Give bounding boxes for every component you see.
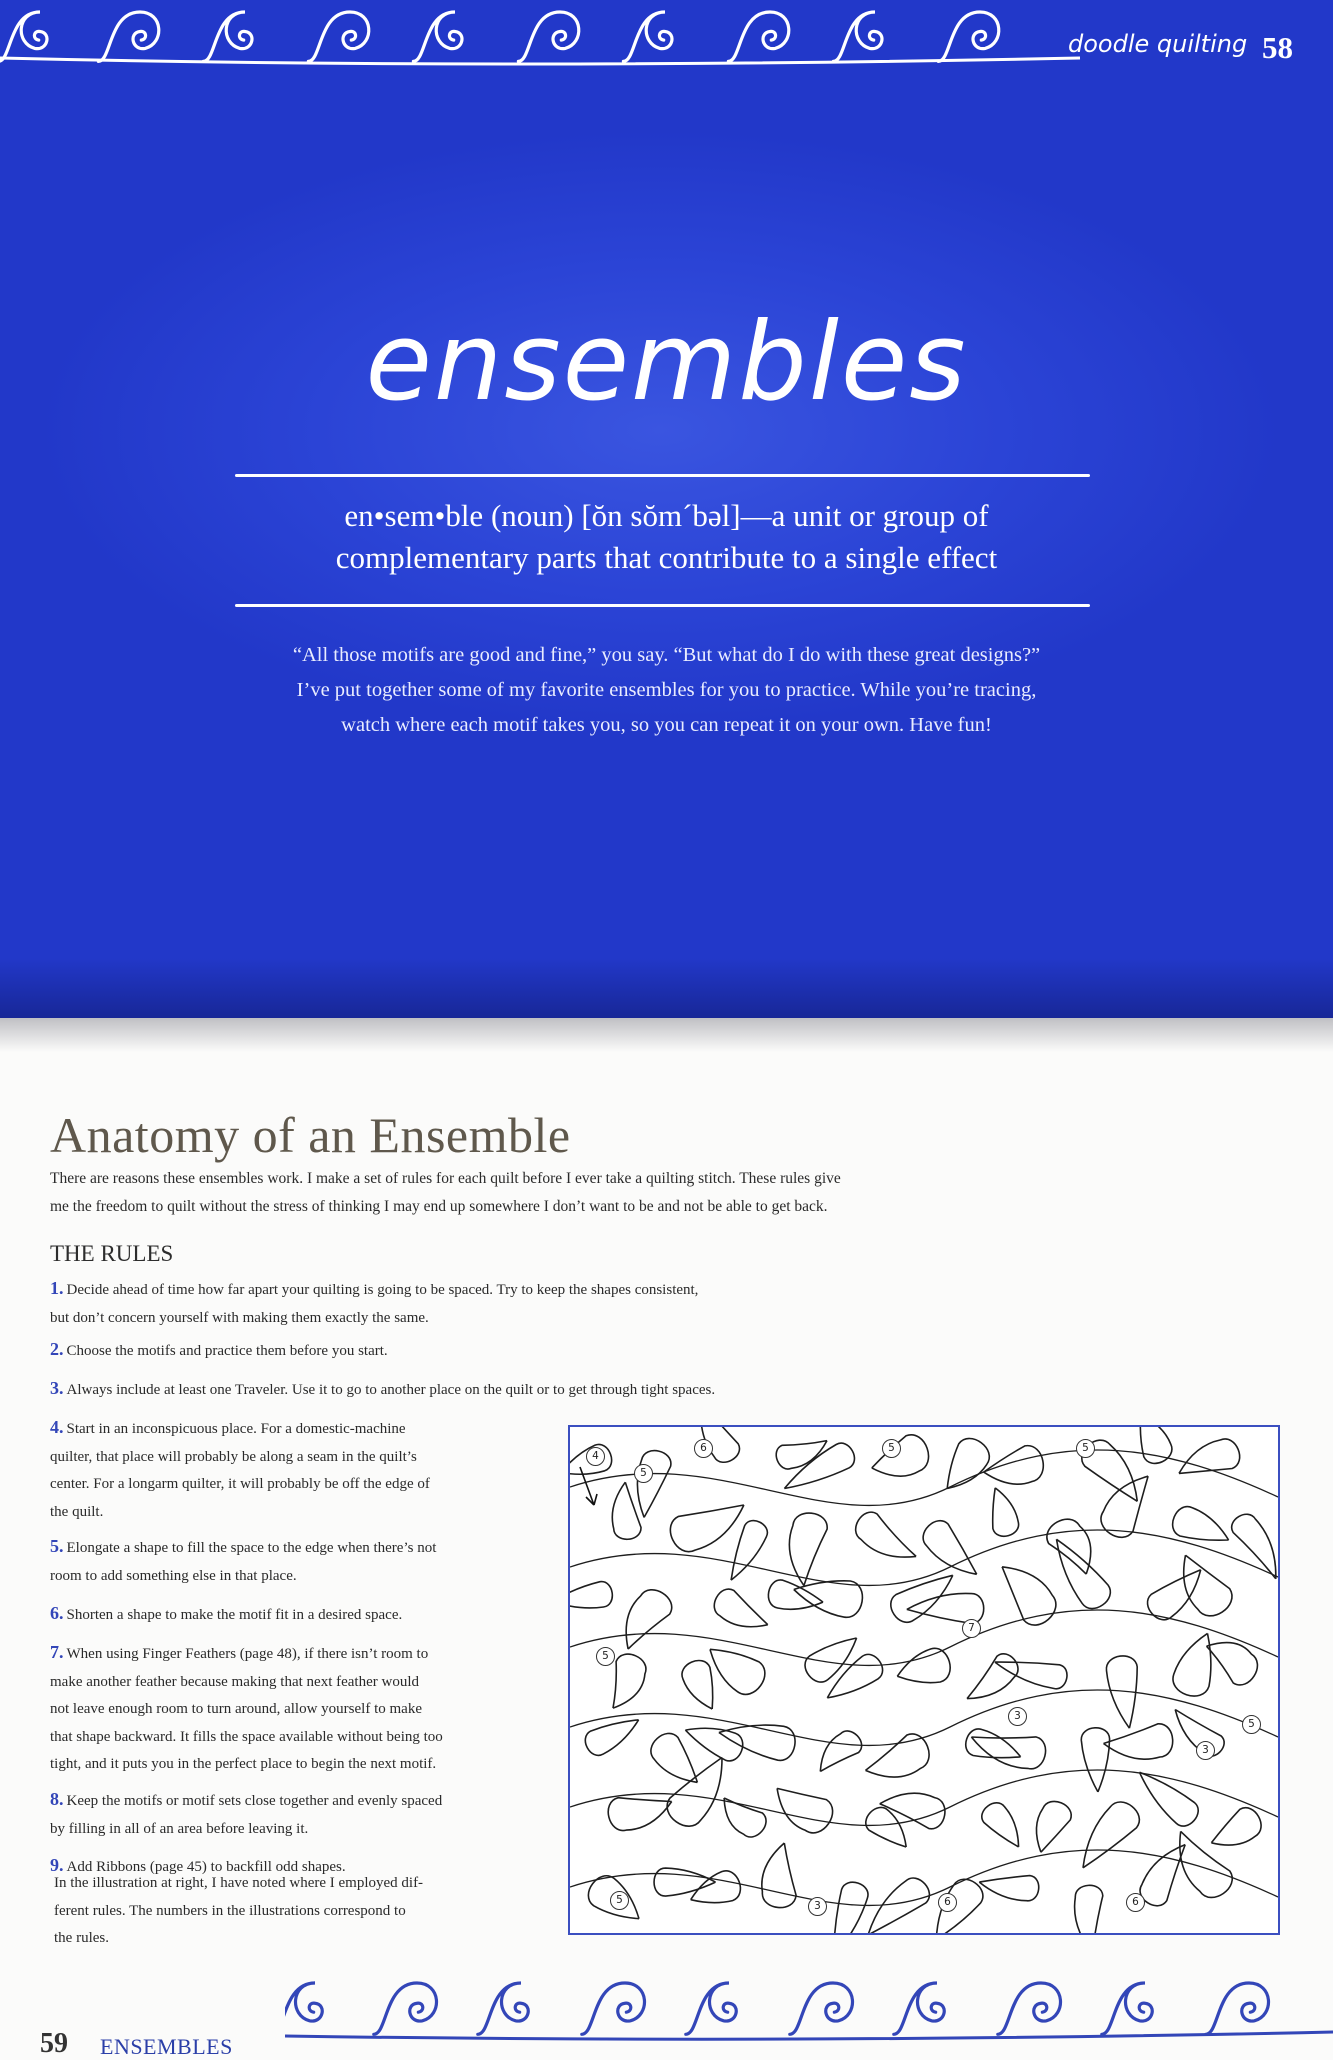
closing-line-3: the rules. — [54, 1930, 109, 1946]
rule-text: Add Ribbons (page 45) to backfill odd shapes. — [66, 1859, 346, 1875]
rule-6 — [50, 1600, 402, 1630]
feather-shape — [1147, 1570, 1200, 1620]
rule-5 — [50, 1533, 436, 1590]
feather-shape — [872, 1435, 929, 1476]
feather-shape — [777, 1788, 833, 1832]
footer-section: ENSEMBLES — [100, 2034, 233, 2059]
feather-shape — [1211, 1808, 1261, 1845]
feather-shape — [993, 1488, 1019, 1536]
swirl-ornament — [518, 12, 578, 61]
swirl-ornament — [285, 1983, 322, 2034]
feather-shape — [1180, 1831, 1232, 1897]
swirl-ornament — [374, 1983, 437, 2034]
rule-callout: 5 — [610, 1891, 629, 1910]
feather-shape — [1173, 1633, 1211, 1696]
rule-text: center. For a longarm quilter, it will probably be off the edge of — [50, 1476, 430, 1492]
rule-callout: 3 — [808, 1897, 827, 1916]
rule-line — [50, 1414, 430, 1444]
rule-number: 7. — [50, 1642, 64, 1662]
feather-shape — [719, 1725, 795, 1760]
feather-shape — [897, 1648, 950, 1682]
ensemble-illustration — [568, 1425, 1280, 1935]
rule-line — [50, 1600, 402, 1630]
feather-shape — [1179, 1439, 1240, 1473]
ribbon-line — [570, 1450, 1278, 1505]
feather-shape — [667, 1758, 722, 1827]
swirl-ornament — [1206, 1983, 1269, 2034]
feather-shape — [982, 1803, 1019, 1847]
fold-shadow — [0, 1018, 1333, 1052]
feather-shape — [651, 1733, 697, 1782]
header-page-number: 58 — [1262, 30, 1293, 65]
rule-4 — [50, 1414, 430, 1526]
intro-line-1: “All those motifs are good and fine,” you say. “But what do I do with these great designs?” — [292, 644, 1041, 666]
rule-line — [50, 1696, 443, 1724]
feather-shape — [626, 1590, 672, 1649]
ribbon-line — [570, 1850, 1278, 1905]
swirl-ornament — [998, 1983, 1061, 2034]
feather-shape — [710, 1649, 765, 1694]
feather-shape — [724, 1798, 766, 1837]
header-tag: doodle quilting — [1068, 30, 1248, 58]
feather-shape — [585, 1720, 638, 1756]
feather-shape — [789, 1513, 827, 1586]
section-title: Anatomy of an Ensemble — [50, 1107, 571, 1163]
feather-shape — [762, 1843, 796, 1908]
swirl-ornament — [582, 1983, 645, 2034]
feather-shape — [714, 1589, 768, 1627]
rule-text: Shorten a shape to make the motif fit in a desired space. — [66, 1607, 403, 1623]
feather-shape — [794, 1581, 863, 1617]
rule-line — [50, 1275, 698, 1305]
feather-shape — [827, 1654, 882, 1698]
definition-line-1: en•sem•ble (noun) [ŏn sŏm´bəl]—a unit or group of — [344, 498, 989, 533]
rule-callout: 5 — [634, 1464, 653, 1483]
feather-shape — [1184, 1555, 1232, 1616]
feather-shape — [995, 1662, 1067, 1689]
rule-text: When using Finger Feathers (page 48), if there isn’t room to — [66, 1646, 429, 1662]
rule-text: that shape backward. It fills the space available without being too — [50, 1728, 443, 1745]
feather-shape — [966, 1729, 1021, 1758]
ribbon-line — [570, 1530, 1278, 1585]
feather-shape — [1101, 1476, 1148, 1537]
rule-text: Choose the motifs and practice them before you start. — [66, 1343, 388, 1359]
feather-shape — [731, 1521, 767, 1581]
rule-callout: 3 — [1008, 1707, 1027, 1726]
rule-number: 9. — [50, 1855, 64, 1875]
feather-shape — [979, 1876, 1038, 1901]
divider-bottom — [235, 604, 1090, 607]
feather-shape — [1173, 1507, 1229, 1541]
feather-shape — [691, 1871, 741, 1903]
rule-line — [50, 1305, 698, 1333]
rule-line — [50, 1669, 443, 1697]
border-line — [0, 58, 1080, 64]
feather-shape — [1232, 1514, 1276, 1579]
closing-line-1: In the illustration at right, I have noted where I employed dif- — [54, 1875, 424, 1891]
rule-line — [50, 1471, 430, 1499]
rule-3 — [50, 1375, 715, 1405]
feather-shape — [637, 1451, 670, 1518]
section-intro-line-1: There are reasons these ensembles work. I make a set of rules for each quilt before I ever take a quilting stitch. These rules give — [50, 1170, 841, 1187]
rule-callout: 5 — [1242, 1715, 1261, 1734]
feather-shape — [570, 1582, 612, 1608]
rule-callout: 6 — [1126, 1893, 1145, 1912]
rule-7 — [50, 1639, 443, 1779]
rule-number: 4. — [50, 1417, 64, 1437]
rule-number: 3. — [50, 1378, 64, 1398]
swirl-ornament — [478, 1983, 528, 2034]
feather-shape — [1104, 1724, 1173, 1759]
feather-shape — [984, 1446, 1044, 1485]
footer-page-number: 59 — [40, 2028, 68, 2059]
rule-8 — [50, 1786, 442, 1843]
rule-text: Elongate a shape to fill the space to the edge when there’s not — [66, 1540, 437, 1556]
rule-callout: 5 — [882, 1439, 901, 1458]
ribbon-line — [570, 1770, 1278, 1825]
feather-drawing — [570, 1427, 1278, 1933]
swirl-ornament — [686, 1983, 736, 2034]
swirl-border-bottom — [285, 1960, 1333, 2048]
closing-note — [54, 1870, 524, 1953]
definition — [0, 495, 1333, 579]
rules-heading: THE RULES — [50, 1241, 174, 1266]
swirl-ornament — [894, 1983, 944, 2034]
rule-number: 1. — [50, 1278, 64, 1298]
top-page — [0, 0, 1333, 1018]
swirl-ornament — [790, 1983, 853, 2034]
rule-number: 6. — [50, 1603, 64, 1623]
rule-callout: 7 — [962, 1619, 981, 1638]
rule-line — [50, 1336, 388, 1366]
rule-2 — [50, 1336, 388, 1366]
rule-line — [50, 1563, 436, 1591]
feather-shape — [613, 1654, 646, 1708]
feather-shape — [1057, 1539, 1111, 1608]
feather-shape — [1002, 1567, 1056, 1625]
rule-number: 2. — [50, 1339, 64, 1359]
divider-top — [235, 474, 1090, 477]
swirl-ornament — [0, 12, 47, 61]
feather-shape — [1207, 1643, 1258, 1685]
swirl-ornament — [1102, 1983, 1152, 2034]
feather-shape — [1036, 1801, 1071, 1852]
rule-text: quilter, that place will probably be along a seam in the quilt’s — [50, 1448, 417, 1465]
rule-text: by filling in all of an area before leaving it. — [50, 1820, 309, 1837]
feather-shape — [1083, 1802, 1139, 1868]
rule-number: 5. — [50, 1536, 64, 1556]
section-intro — [50, 1165, 1010, 1221]
swirl-ornament — [833, 12, 882, 61]
feather-shape — [947, 1438, 989, 1488]
feather-shape — [834, 1882, 868, 1933]
rule-line — [50, 1375, 715, 1405]
feather-shape — [820, 1731, 861, 1771]
rule-text: but don’t concern yourself with making them exactly the same. — [50, 1309, 429, 1326]
rule-line — [50, 1639, 443, 1669]
rule-callout: 6 — [694, 1439, 713, 1458]
swirl-ornament — [938, 12, 998, 61]
definition-line-2: complementary parts that contribute to a single effect — [335, 540, 998, 575]
rule-text: Start in an inconspicuous place. For a domestic-machine — [66, 1421, 406, 1437]
section-intro-line-2: me the freedom to quilt without the stress of thinking I may end up somewhere I don’t want to be and not be able to get back. — [50, 1198, 828, 1215]
feather-shape — [971, 1737, 1045, 1769]
swirl-ornament — [728, 12, 788, 61]
feather-shape — [856, 1512, 916, 1557]
rule-text: Decide ahead of time how far apart your quilting is going to be spaced. Try to keep the shapes consistent, — [66, 1282, 699, 1298]
closing-line-2: ferent rules. The numbers in the illustrations correspond to — [54, 1902, 406, 1919]
swirl-ornament — [623, 12, 672, 61]
rule-number: 8. — [50, 1789, 64, 1809]
feather-shape — [1047, 1519, 1091, 1574]
feather-shape — [866, 1734, 930, 1777]
rule-line — [50, 1533, 436, 1563]
rule-text: tight, and it puts you in the perfect place to begin the next motif. — [50, 1756, 437, 1772]
intro-line-3: watch where each motif takes you, so you can repeat it on your own. Have fun! — [341, 714, 992, 736]
page-fold-shadow — [0, 958, 1333, 1018]
rule-text: the quilt. — [50, 1503, 104, 1520]
rule-text: not leave enough room to turn around, allow yourself to make — [50, 1701, 422, 1717]
rule-callout: 5 — [1076, 1439, 1095, 1458]
rule-line — [50, 1724, 443, 1752]
chapter-title: ensembles — [365, 300, 968, 425]
rule-callout: 4 — [586, 1447, 605, 1466]
feather-shape — [1075, 1885, 1103, 1933]
rule-callout: 3 — [1196, 1741, 1215, 1760]
rule-callout: 6 — [938, 1893, 957, 1912]
rule-1 — [50, 1275, 698, 1332]
swirl-ornament — [308, 12, 368, 61]
rule-text: Always include at least one Traveler. Use it to go to another place on the quilt or to get through tight spaces. — [66, 1382, 716, 1398]
feather-shape — [967, 1654, 1018, 1699]
rule-text: make another feather because making that next feather would — [50, 1673, 420, 1690]
feather-shape — [608, 1798, 671, 1831]
feather-shape — [682, 1661, 713, 1709]
feather-shape — [1140, 1772, 1199, 1826]
feather-shape — [1081, 1728, 1109, 1792]
feather-shape — [685, 1728, 742, 1761]
feather-shape — [612, 1482, 641, 1539]
rule-text: room to add something else in that place. — [50, 1567, 297, 1584]
rule-line — [50, 1444, 430, 1472]
feather-shape — [923, 1521, 977, 1575]
rule-line — [50, 1816, 442, 1844]
rule-line — [50, 1786, 442, 1816]
rule-line — [50, 1751, 443, 1779]
chapter-intro — [0, 638, 1333, 743]
border-line — [285, 2032, 1333, 2039]
rule-callout: 5 — [596, 1647, 615, 1666]
rule-text: Keep the motifs or motif sets close together and evenly spaced — [66, 1793, 443, 1809]
swirl-ornament — [413, 12, 462, 61]
feather-shape — [670, 1505, 744, 1552]
ribbon-line — [570, 1610, 1278, 1665]
swirl-ornament — [203, 12, 252, 61]
intro-line-2: I’ve put together some of my favorite ensembles for you to practice. While you’re tracing, — [296, 679, 1037, 701]
swirl-ornament — [98, 12, 158, 61]
rule-line — [50, 1499, 430, 1527]
feather-shape — [784, 1443, 854, 1488]
